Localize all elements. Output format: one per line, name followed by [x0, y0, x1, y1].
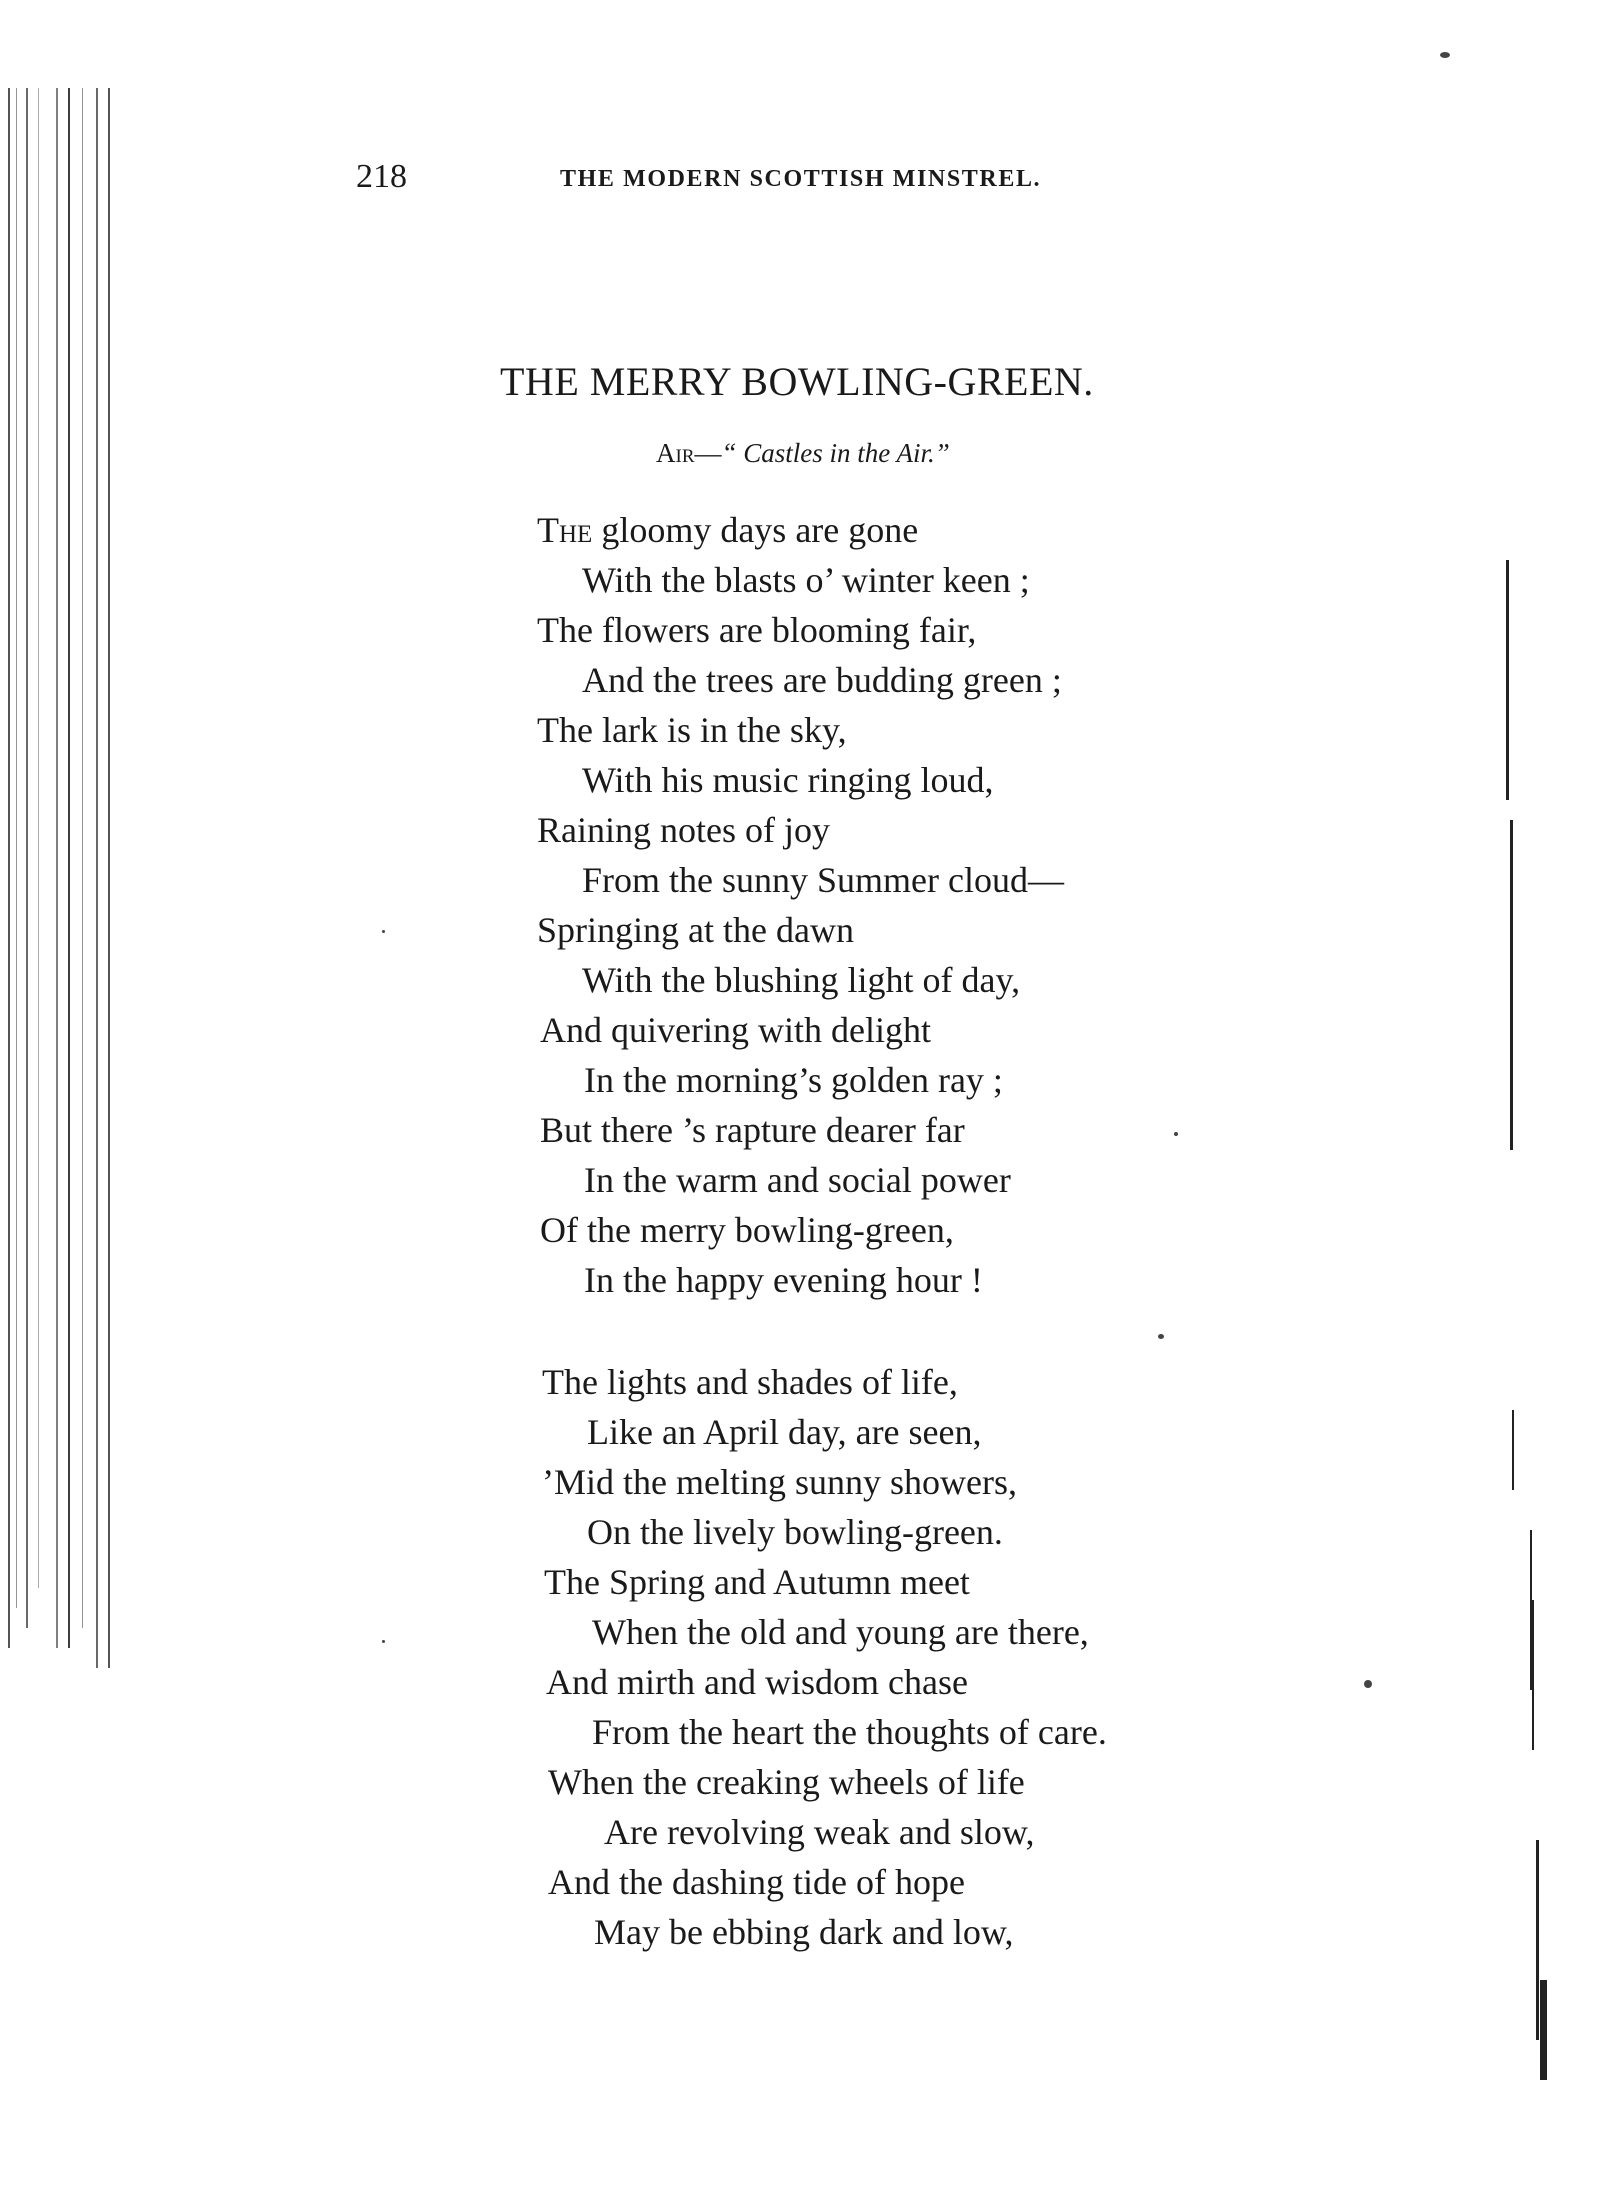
verse-line: Raining notes of joy — [537, 810, 830, 850]
verse-line: With the blasts o’ winter keen ; — [582, 560, 1030, 600]
verse-line: The Spring and Autumn meet — [544, 1562, 970, 1602]
first-word-smallcaps: he — [559, 510, 593, 550]
running-head: THE MODERN SCOTTISH MINSTREL. — [560, 166, 1042, 192]
ink-speck — [382, 1640, 385, 1643]
verse-line: From the heart the thoughts of care. — [592, 1712, 1107, 1752]
ink-speck — [1364, 1680, 1372, 1688]
ink-speck — [1440, 52, 1450, 58]
verse-line: On the lively bowling-green. — [587, 1512, 1003, 1552]
verse-line: From the sunny Summer cloud— — [582, 860, 1064, 900]
verse-line: Of the merry bowling-green, — [540, 1210, 954, 1250]
ink-speck — [1174, 1132, 1178, 1136]
page-number: 218 — [356, 158, 407, 195]
verse-line: In the warm and social power — [584, 1160, 1011, 1200]
verse-line: And mirth and wisdom chase — [546, 1662, 968, 1702]
verse-line: And the dashing tide of hope — [548, 1862, 965, 1902]
verse-line: Like an April day, are seen, — [587, 1412, 982, 1452]
verse-line: When the old and young are there, — [592, 1612, 1089, 1652]
binding-edge-artifact — [8, 88, 108, 1668]
verse-line: In the morning’s golden ray ; — [584, 1060, 1003, 1100]
verse-line: Springing at the dawn — [537, 910, 854, 950]
page-header — [356, 158, 1186, 218]
verse-line: With his music ringing loud, — [582, 760, 994, 800]
verse-line: When the creaking wheels of life — [548, 1762, 1025, 1802]
verse-line: The lark is in the sky, — [537, 710, 847, 750]
verse-line: The flowers are blooming fair, — [537, 610, 977, 650]
ink-speck — [382, 930, 385, 933]
verse-line: Are revolving weak and slow, — [604, 1812, 1035, 1852]
verse-line: But there ’s rapture dearer far — [540, 1110, 965, 1150]
verse-line: With the blushing light of day, — [582, 960, 1021, 1000]
verse-line: The lights and shades of life, — [542, 1362, 958, 1402]
first-line-rest: gloomy days are gone — [592, 510, 919, 550]
verse-line — [537, 510, 918, 550]
drop-capital: T — [537, 510, 559, 550]
verse-line: In the happy evening hour ! — [584, 1260, 983, 1300]
air-label: Air— — [656, 438, 722, 468]
verse-line: May be ebbing dark and low, — [594, 1912, 1014, 1952]
verse-line: ’Mid the melting sunny showers, — [542, 1462, 1017, 1502]
air-line — [656, 438, 950, 469]
verse-line: And the trees are budding green ; — [582, 660, 1062, 700]
ink-speck — [1158, 1334, 1164, 1339]
air-tune: “ Castles in the Air.” — [721, 438, 950, 468]
verse-line: And quivering with delight — [540, 1010, 931, 1050]
poem-title: THE MERRY BOWLING-GREEN. — [500, 359, 1094, 404]
